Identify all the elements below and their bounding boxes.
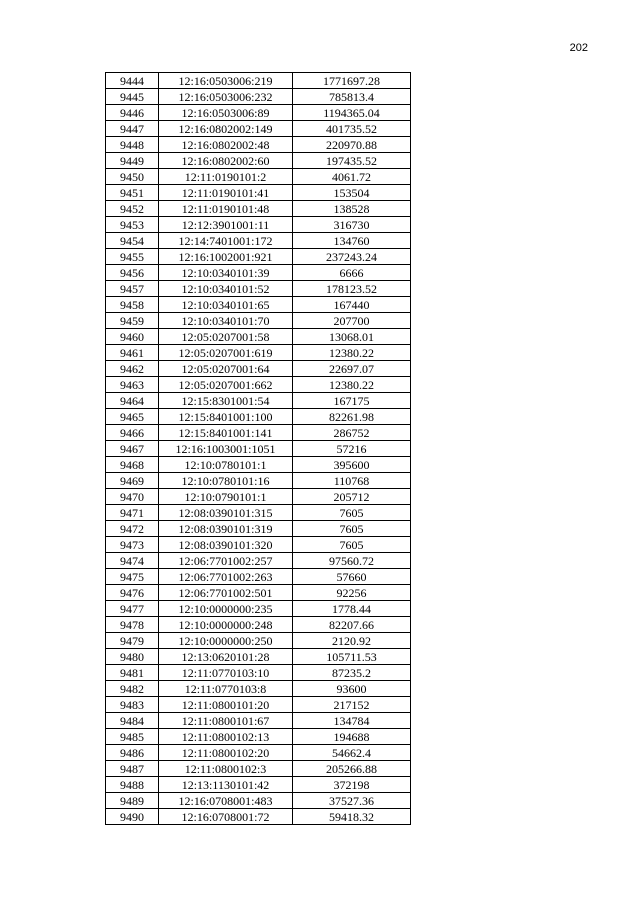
value-cell: 57216: [293, 441, 411, 457]
value-cell: 207700: [293, 313, 411, 329]
table-row: [106, 633, 411, 649]
cadastral-number-cell: 12:08:0390101:319: [159, 521, 293, 537]
cadastral-number-cell: 12:05:0207001:58: [159, 329, 293, 345]
value-cell: 105711.53: [293, 649, 411, 665]
value-cell: 93600: [293, 681, 411, 697]
row-number-cell: 9476: [106, 585, 159, 601]
table-row: [106, 505, 411, 521]
cadastral-number-cell: 12:11:0770103:8: [159, 681, 293, 697]
value-cell: 134760: [293, 233, 411, 249]
table-row: [106, 409, 411, 425]
value-cell: 167175: [293, 393, 411, 409]
cadastral-number-cell: 12:06:7701002:501: [159, 585, 293, 601]
row-number-cell: 9458: [106, 297, 159, 313]
table-row: [106, 169, 411, 185]
value-cell: 110768: [293, 473, 411, 489]
table-row: [106, 649, 411, 665]
row-number-cell: 9487: [106, 761, 159, 777]
value-cell: 12380.22: [293, 345, 411, 361]
value-cell: 286752: [293, 425, 411, 441]
row-number-cell: 9464: [106, 393, 159, 409]
table-row: [106, 89, 411, 105]
page-number: 202: [569, 42, 588, 54]
value-cell: 178123.52: [293, 281, 411, 297]
row-number-cell: 9465: [106, 409, 159, 425]
table-row: [106, 793, 411, 809]
table-row: [106, 217, 411, 233]
table-row: [106, 761, 411, 777]
row-number-cell: 9457: [106, 281, 159, 297]
table-row: [106, 537, 411, 553]
cadastral-number-cell: 12:08:0390101:315: [159, 505, 293, 521]
table-row: [106, 697, 411, 713]
cadastral-number-cell: 12:16:0802002:149: [159, 121, 293, 137]
table-row: [106, 105, 411, 121]
row-number-cell: 9448: [106, 137, 159, 153]
row-number-cell: 9483: [106, 697, 159, 713]
cadastral-number-cell: 12:11:0800102:3: [159, 761, 293, 777]
table-row: [106, 137, 411, 153]
table-row: [106, 233, 411, 249]
value-cell: 138528: [293, 201, 411, 217]
cadastral-number-cell: 12:16:0802002:60: [159, 153, 293, 169]
cadastral-number-cell: 12:11:0800101:67: [159, 713, 293, 729]
row-number-cell: 9471: [106, 505, 159, 521]
value-cell: 395600: [293, 457, 411, 473]
row-number-cell: 9474: [106, 553, 159, 569]
row-number-cell: 9463: [106, 377, 159, 393]
value-cell: 205712: [293, 489, 411, 505]
value-cell: 7605: [293, 521, 411, 537]
row-number-cell: 9478: [106, 617, 159, 633]
value-cell: 59418.32: [293, 809, 411, 825]
row-number-cell: 9447: [106, 121, 159, 137]
value-cell: 82207.66: [293, 617, 411, 633]
value-cell: 217152: [293, 697, 411, 713]
cadastral-number-cell: 12:16:0503006:219: [159, 73, 293, 89]
value-cell: 237243.24: [293, 249, 411, 265]
cadastral-number-cell: 12:05:0207001:619: [159, 345, 293, 361]
value-cell: 785813.4: [293, 89, 411, 105]
cadastral-number-cell: 12:10:0780101:1: [159, 457, 293, 473]
row-number-cell: 9480: [106, 649, 159, 665]
row-number-cell: 9472: [106, 521, 159, 537]
row-number-cell: 9479: [106, 633, 159, 649]
row-number-cell: 9469: [106, 473, 159, 489]
cadastral-number-cell: 12:05:0207001:662: [159, 377, 293, 393]
row-number-cell: 9468: [106, 457, 159, 473]
value-cell: 37527.36: [293, 793, 411, 809]
row-number-cell: 9482: [106, 681, 159, 697]
value-cell: 6666: [293, 265, 411, 281]
table-row: [106, 313, 411, 329]
row-number-cell: 9489: [106, 793, 159, 809]
cadastral-number-cell: 12:11:0190101:48: [159, 201, 293, 217]
cadastral-number-cell: 12:15:8401001:100: [159, 409, 293, 425]
cadastral-number-cell: 12:11:0770103:10: [159, 665, 293, 681]
value-cell: 194688: [293, 729, 411, 745]
table-row: [106, 553, 411, 569]
table-row: [106, 329, 411, 345]
cadastral-number-cell: 12:15:8401001:141: [159, 425, 293, 441]
value-cell: 2120.92: [293, 633, 411, 649]
table-row: [106, 441, 411, 457]
data-table: [105, 72, 411, 825]
cadastral-number-cell: 12:14:7401001:172: [159, 233, 293, 249]
table-row: [106, 729, 411, 745]
table-body: [106, 73, 411, 825]
row-number-cell: 9466: [106, 425, 159, 441]
cadastral-number-cell: 12:10:0340101:39: [159, 265, 293, 281]
table-row: [106, 425, 411, 441]
value-cell: 54662.4: [293, 745, 411, 761]
cadastral-number-cell: 12:16:0503006:232: [159, 89, 293, 105]
row-number-cell: 9460: [106, 329, 159, 345]
cadastral-number-cell: 12:16:0503006:89: [159, 105, 293, 121]
cadastral-number-cell: 12:10:0000000:235: [159, 601, 293, 617]
cadastral-number-cell: 12:12:3901001:11: [159, 217, 293, 233]
value-cell: 1771697.28: [293, 73, 411, 89]
cadastral-number-cell: 12:16:1002001:921: [159, 249, 293, 265]
cadastral-number-cell: 12:16:0708001:72: [159, 809, 293, 825]
cadastral-number-cell: 12:06:7701002:263: [159, 569, 293, 585]
value-cell: 87235.2: [293, 665, 411, 681]
cadastral-number-cell: 12:11:0800101:20: [159, 697, 293, 713]
table-row: [106, 809, 411, 825]
row-number-cell: 9451: [106, 185, 159, 201]
table-row: [106, 681, 411, 697]
value-cell: 134784: [293, 713, 411, 729]
row-number-cell: 9449: [106, 153, 159, 169]
table-row: [106, 489, 411, 505]
table-row: [106, 201, 411, 217]
table-row: [106, 777, 411, 793]
row-number-cell: 9450: [106, 169, 159, 185]
row-number-cell: 9484: [106, 713, 159, 729]
row-number-cell: 9470: [106, 489, 159, 505]
row-number-cell: 9446: [106, 105, 159, 121]
value-cell: 13068.01: [293, 329, 411, 345]
table-row: [106, 617, 411, 633]
value-cell: 316730: [293, 217, 411, 233]
row-number-cell: 9452: [106, 201, 159, 217]
cadastral-number-cell: 12:10:0340101:65: [159, 297, 293, 313]
value-cell: 372198: [293, 777, 411, 793]
cadastral-number-cell: 12:08:0390101:320: [159, 537, 293, 553]
cadastral-number-cell: 12:11:0800102:13: [159, 729, 293, 745]
table-row: [106, 249, 411, 265]
value-cell: 97560.72: [293, 553, 411, 569]
cadastral-number-cell: 12:11:0190101:41: [159, 185, 293, 201]
value-cell: 57660: [293, 569, 411, 585]
cadastral-number-cell: 12:16:0708001:483: [159, 793, 293, 809]
row-number-cell: 9490: [106, 809, 159, 825]
table-row: [106, 281, 411, 297]
table-row: [106, 377, 411, 393]
table-row: [106, 393, 411, 409]
table-row: [106, 457, 411, 473]
table-row: [106, 569, 411, 585]
table-row: [106, 121, 411, 137]
cadastral-number-cell: 12:10:0000000:248: [159, 617, 293, 633]
row-number-cell: 9485: [106, 729, 159, 745]
row-number-cell: 9461: [106, 345, 159, 361]
row-number-cell: 9453: [106, 217, 159, 233]
row-number-cell: 9459: [106, 313, 159, 329]
value-cell: 12380.22: [293, 377, 411, 393]
cadastral-number-cell: 12:16:1003001:1051: [159, 441, 293, 457]
value-cell: 4061.72: [293, 169, 411, 185]
table-row: [106, 473, 411, 489]
value-cell: 7605: [293, 537, 411, 553]
value-cell: 22697.07: [293, 361, 411, 377]
table-row: [106, 185, 411, 201]
value-cell: 205266.88: [293, 761, 411, 777]
cadastral-number-cell: 12:10:0340101:52: [159, 281, 293, 297]
table-row: [106, 665, 411, 681]
table-row: [106, 73, 411, 89]
row-number-cell: 9456: [106, 265, 159, 281]
table-row: [106, 361, 411, 377]
table-row: [106, 745, 411, 761]
value-cell: 167440: [293, 297, 411, 313]
row-number-cell: 9455: [106, 249, 159, 265]
cadastral-number-cell: 12:13:0620101:28: [159, 649, 293, 665]
table-row: [106, 345, 411, 361]
cadastral-number-cell: 12:10:0000000:250: [159, 633, 293, 649]
row-number-cell: 9444: [106, 73, 159, 89]
row-number-cell: 9481: [106, 665, 159, 681]
cadastral-number-cell: 12:10:0340101:70: [159, 313, 293, 329]
value-cell: 153504: [293, 185, 411, 201]
row-number-cell: 9467: [106, 441, 159, 457]
cadastral-number-cell: 12:16:0802002:48: [159, 137, 293, 153]
cadastral-number-cell: 12:05:0207001:64: [159, 361, 293, 377]
row-number-cell: 9454: [106, 233, 159, 249]
row-number-cell: 9486: [106, 745, 159, 761]
value-cell: 1194365.04: [293, 105, 411, 121]
cadastral-number-cell: 12:13:1130101:42: [159, 777, 293, 793]
value-cell: 197435.52: [293, 153, 411, 169]
table-row: [106, 297, 411, 313]
row-number-cell: 9475: [106, 569, 159, 585]
value-cell: 1778.44: [293, 601, 411, 617]
table-row: [106, 601, 411, 617]
cadastral-number-cell: 12:11:0800102:20: [159, 745, 293, 761]
value-cell: 220970.88: [293, 137, 411, 153]
table-row: [106, 521, 411, 537]
cadastral-number-cell: 12:15:8301001:54: [159, 393, 293, 409]
cadastral-number-cell: 12:10:0780101:16: [159, 473, 293, 489]
value-cell: 401735.52: [293, 121, 411, 137]
table-row: [106, 585, 411, 601]
row-number-cell: 9488: [106, 777, 159, 793]
value-cell: 7605: [293, 505, 411, 521]
value-cell: 82261.98: [293, 409, 411, 425]
table-row: [106, 153, 411, 169]
table-row: [106, 265, 411, 281]
cadastral-number-cell: 12:06:7701002:257: [159, 553, 293, 569]
row-number-cell: 9445: [106, 89, 159, 105]
value-cell: 92256: [293, 585, 411, 601]
row-number-cell: 9473: [106, 537, 159, 553]
cadastral-number-cell: 12:11:0190101:2: [159, 169, 293, 185]
table-row: [106, 713, 411, 729]
row-number-cell: 9462: [106, 361, 159, 377]
cadastral-number-cell: 12:10:0790101:1: [159, 489, 293, 505]
row-number-cell: 9477: [106, 601, 159, 617]
